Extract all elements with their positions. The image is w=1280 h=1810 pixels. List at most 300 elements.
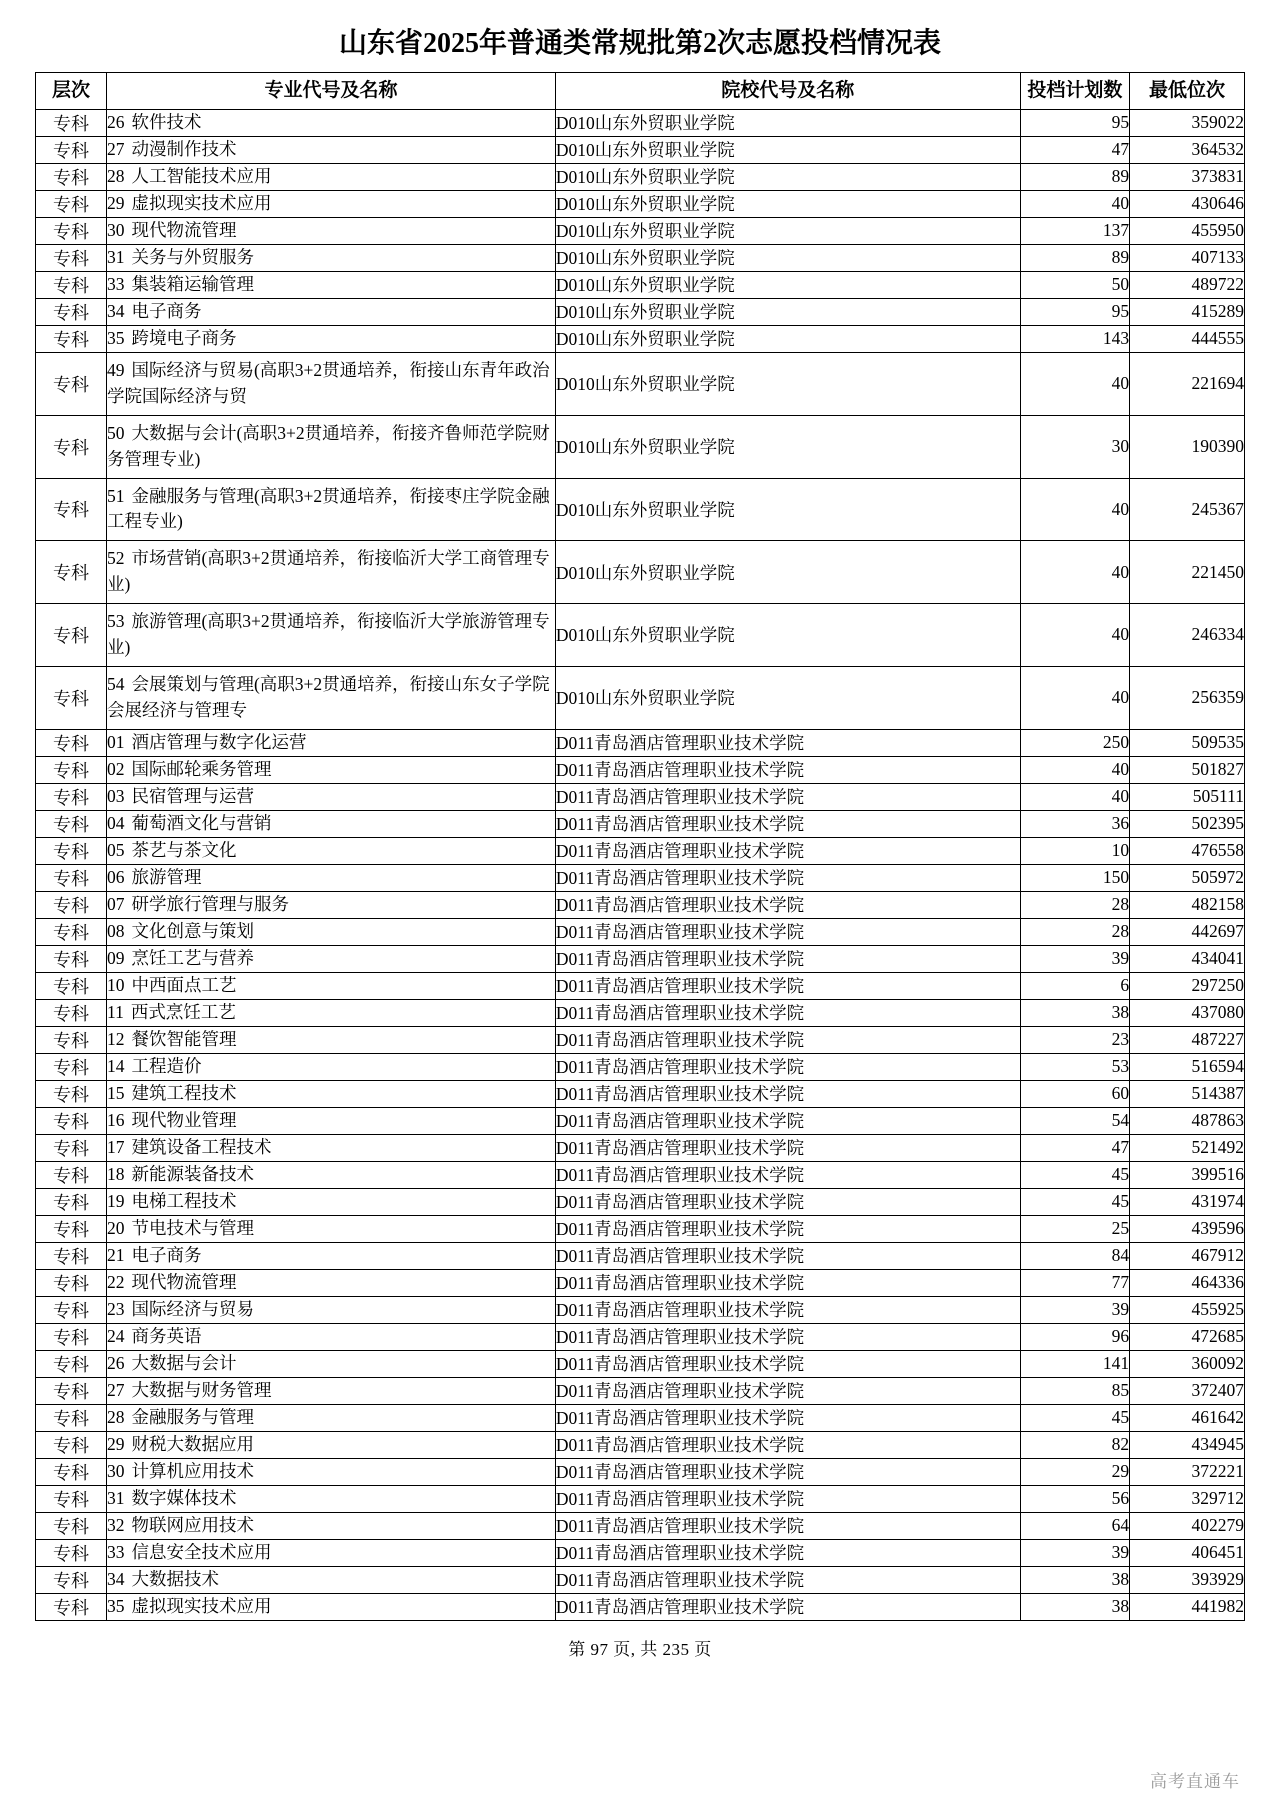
cell-level: 专科 [36, 972, 107, 999]
cell-school: D010山东外贸职业学院 [555, 163, 1020, 190]
cell-major [106, 945, 555, 972]
major-name: 茶艺与茶文化 [131, 839, 237, 860]
major-code: 10 [106, 974, 125, 995]
cell-major [106, 756, 555, 783]
cell-min-rank: 521492 [1130, 1134, 1245, 1161]
cell-school: D010山东外贸职业学院 [555, 244, 1020, 271]
cell-major [106, 271, 555, 298]
cell-level: 专科 [36, 1296, 107, 1323]
cell-min-rank: 487863 [1130, 1107, 1245, 1134]
cell-min-rank: 489722 [1130, 271, 1245, 298]
cell-plan-count: 77 [1020, 1269, 1130, 1296]
cell-min-rank: 245367 [1130, 478, 1245, 541]
cell-school: D010山东外贸职业学院 [555, 478, 1020, 541]
cell-major [106, 190, 555, 217]
cell-school: D011青岛酒店管理职业技术学院 [555, 945, 1020, 972]
major-name: 餐饮智能管理 [131, 1028, 237, 1049]
major-name: 物联网应用技术 [131, 1514, 254, 1535]
major-name: 现代物流管理 [131, 1271, 237, 1292]
table-row [36, 163, 1245, 190]
cell-major [106, 1107, 555, 1134]
cell-school: D011青岛酒店管理职业技术学院 [555, 1350, 1020, 1377]
cell-major [106, 999, 555, 1026]
cell-min-rank: 509535 [1130, 729, 1245, 756]
cell-level: 专科 [36, 1512, 107, 1539]
table-row [36, 298, 1245, 325]
table-row [36, 352, 1245, 415]
cell-major [106, 1512, 555, 1539]
cell-level: 专科 [36, 109, 107, 136]
cell-school: D011青岛酒店管理职业技术学院 [555, 1215, 1020, 1242]
cell-major [106, 1053, 555, 1080]
cell-major [106, 1269, 555, 1296]
cell-school: D010山东外贸职业学院 [555, 604, 1020, 667]
cell-level: 专科 [36, 1566, 107, 1593]
cell-plan-count: 53 [1020, 1053, 1130, 1080]
cell-level: 专科 [36, 415, 107, 478]
cell-school: D011青岛酒店管理职业技术学院 [555, 999, 1020, 1026]
cell-plan-count: 40 [1020, 783, 1130, 810]
table-row [36, 1377, 1245, 1404]
major-code: 34 [106, 300, 125, 321]
cell-plan-count: 25 [1020, 1215, 1130, 1242]
cell-plan-count: 40 [1020, 352, 1130, 415]
major-name: 跨境电子商务 [131, 327, 237, 348]
cell-level: 专科 [36, 541, 107, 604]
cell-plan-count: 40 [1020, 756, 1130, 783]
major-name: 节电技术与管理 [131, 1217, 254, 1238]
cell-major [106, 1404, 555, 1431]
cell-level: 专科 [36, 244, 107, 271]
cell-min-rank: 297250 [1130, 972, 1245, 999]
major-name: 会展策划与管理(高职3+2贯通培养，衔接山东女子学院会展经济与管理专 [106, 673, 550, 720]
major-name: 电子商务 [131, 300, 202, 321]
major-name: 虚拟现实技术应用 [131, 1595, 272, 1616]
major-code: 30 [106, 1460, 125, 1481]
cell-level: 专科 [36, 217, 107, 244]
table-row [36, 945, 1245, 972]
cell-school: D010山东外贸职业学院 [555, 190, 1020, 217]
cell-major [106, 109, 555, 136]
cell-school: D011青岛酒店管理职业技术学院 [555, 1080, 1020, 1107]
cell-major [106, 1485, 555, 1512]
cell-major [106, 837, 555, 864]
cell-level: 专科 [36, 837, 107, 864]
major-name: 国际经济与贸易 [131, 1298, 254, 1319]
cell-major [106, 136, 555, 163]
major-name: 葡萄酒文化与营销 [131, 812, 272, 833]
major-code: 34 [106, 1568, 125, 1589]
cell-school: D011青岛酒店管理职业技术学院 [555, 1431, 1020, 1458]
cell-plan-count: 137 [1020, 217, 1130, 244]
cell-level: 专科 [36, 1593, 107, 1620]
cell-school: D011青岛酒店管理职业技术学院 [555, 972, 1020, 999]
major-code: 33 [106, 273, 125, 294]
cell-school: D011青岛酒店管理职业技术学院 [555, 1161, 1020, 1188]
cell-major [106, 1593, 555, 1620]
cell-school: D011青岛酒店管理职业技术学院 [555, 729, 1020, 756]
table-row [36, 810, 1245, 837]
cell-major [106, 352, 555, 415]
cell-min-rank: 487227 [1130, 1026, 1245, 1053]
table-row [36, 325, 1245, 352]
cell-min-rank: 467912 [1130, 1242, 1245, 1269]
cell-school: D011青岛酒店管理职业技术学院 [555, 1269, 1020, 1296]
cell-plan-count: 28 [1020, 918, 1130, 945]
cell-major [106, 1161, 555, 1188]
major-name: 电梯工程技术 [131, 1190, 237, 1211]
cell-level: 专科 [36, 1188, 107, 1215]
cell-plan-count: 40 [1020, 604, 1130, 667]
cell-level: 专科 [36, 604, 107, 667]
cell-level: 专科 [36, 1026, 107, 1053]
major-name: 工程造价 [131, 1055, 202, 1076]
cell-major [106, 864, 555, 891]
major-name: 现代物业管理 [131, 1109, 237, 1130]
cell-level: 专科 [36, 1107, 107, 1134]
cell-level: 专科 [36, 1323, 107, 1350]
cell-plan-count: 84 [1020, 1242, 1130, 1269]
table-row [36, 190, 1245, 217]
cell-major [106, 604, 555, 667]
major-name: 市场营销(高职3+2贯通培养，衔接临沂大学工商管理专业) [106, 548, 550, 595]
cell-major [106, 1377, 555, 1404]
major-name: 大数据与会计 [131, 1352, 237, 1373]
major-code: 53 [106, 611, 125, 632]
cell-level: 专科 [36, 136, 107, 163]
major-code: 31 [106, 246, 125, 267]
major-code: 16 [106, 1109, 125, 1130]
major-name: 信息安全技术应用 [131, 1541, 272, 1562]
major-name: 计算机应用技术 [131, 1460, 254, 1481]
cell-level: 专科 [36, 1080, 107, 1107]
table-row [36, 666, 1245, 729]
cell-plan-count: 10 [1020, 837, 1130, 864]
major-code: 07 [106, 893, 125, 914]
major-code: 31 [106, 1487, 125, 1508]
page-title: 山东省2025年普通类常规批第2次志愿投档情况表 [338, 28, 941, 59]
cell-school: D011青岛酒店管理职业技术学院 [555, 1242, 1020, 1269]
major-code: 14 [106, 1055, 125, 1076]
cell-level: 专科 [36, 1161, 107, 1188]
major-code: 26 [106, 111, 125, 132]
cell-level: 专科 [36, 1458, 107, 1485]
table-row [36, 972, 1245, 999]
major-name: 软件技术 [131, 111, 202, 132]
table-row [36, 604, 1245, 667]
table-row [36, 1026, 1245, 1053]
cell-major [106, 972, 555, 999]
major-name: 金融服务与管理 [131, 1406, 254, 1427]
cell-major [106, 1323, 555, 1350]
major-name: 虚拟现实技术应用 [131, 192, 272, 213]
table-row [36, 999, 1245, 1026]
cell-min-rank: 190390 [1130, 415, 1245, 478]
cell-min-rank: 442697 [1130, 918, 1245, 945]
cell-school: D010山东外贸职业学院 [555, 325, 1020, 352]
cell-school: D010山东外贸职业学院 [555, 109, 1020, 136]
cell-plan-count: 54 [1020, 1107, 1130, 1134]
major-name: 旅游管理 [131, 866, 202, 887]
major-code: 24 [106, 1325, 125, 1346]
major-code: 23 [106, 1298, 125, 1319]
cell-level: 专科 [36, 729, 107, 756]
major-name: 大数据与财务管理 [131, 1379, 272, 1400]
major-code: 49 [106, 359, 125, 380]
cell-level: 专科 [36, 945, 107, 972]
cell-major [106, 1134, 555, 1161]
cell-min-rank: 360092 [1130, 1350, 1245, 1377]
cell-min-rank: 431974 [1130, 1188, 1245, 1215]
column-header-rank: 最低位次 [1130, 73, 1245, 110]
cell-min-rank: 399516 [1130, 1161, 1245, 1188]
cell-level: 专科 [36, 478, 107, 541]
cell-min-rank: 221694 [1130, 352, 1245, 415]
major-name: 旅游管理(高职3+2贯通培养，衔接临沂大学旅游管理专业) [106, 611, 550, 657]
cell-plan-count: 89 [1020, 163, 1130, 190]
cell-min-rank: 464336 [1130, 1269, 1245, 1296]
cell-plan-count: 85 [1020, 1377, 1130, 1404]
cell-major [106, 478, 555, 541]
major-code: 50 [106, 422, 125, 443]
cell-level: 专科 [36, 298, 107, 325]
major-code: 05 [106, 839, 125, 860]
cell-plan-count: 45 [1020, 1161, 1130, 1188]
cell-major [106, 1188, 555, 1215]
major-code: 19 [106, 1190, 125, 1211]
cell-major [106, 244, 555, 271]
cell-school: D011青岛酒店管理职业技术学院 [555, 810, 1020, 837]
major-code: 29 [106, 192, 125, 213]
cell-major [106, 1296, 555, 1323]
major-name: 大数据技术 [131, 1568, 219, 1589]
cell-min-rank: 434041 [1130, 945, 1245, 972]
table-row [36, 415, 1245, 478]
major-name: 文化创意与策划 [131, 920, 254, 941]
cell-plan-count: 39 [1020, 1296, 1130, 1323]
cell-school: D010山东外贸职业学院 [555, 352, 1020, 415]
cell-plan-count: 38 [1020, 1566, 1130, 1593]
cell-min-rank: 221450 [1130, 541, 1245, 604]
cell-school: D011青岛酒店管理职业技术学院 [555, 1377, 1020, 1404]
table-row [36, 217, 1245, 244]
cell-major [106, 891, 555, 918]
major-code: 20 [106, 1217, 125, 1238]
cell-plan-count: 82 [1020, 1431, 1130, 1458]
cell-school: D011青岛酒店管理职业技术学院 [555, 1134, 1020, 1161]
cell-min-rank: 437080 [1130, 999, 1245, 1026]
cell-level: 专科 [36, 271, 107, 298]
cell-plan-count: 39 [1020, 945, 1130, 972]
cell-min-rank: 439596 [1130, 1215, 1245, 1242]
cell-level: 专科 [36, 666, 107, 729]
cell-major [106, 783, 555, 810]
cell-min-rank: 364532 [1130, 136, 1245, 163]
major-code: 22 [106, 1271, 125, 1292]
cell-plan-count: 141 [1020, 1350, 1130, 1377]
cell-level: 专科 [36, 783, 107, 810]
cell-plan-count: 23 [1020, 1026, 1130, 1053]
cell-min-rank: 502395 [1130, 810, 1245, 837]
cell-school: D011青岛酒店管理职业技术学院 [555, 837, 1020, 864]
column-header-plan: 投档计划数 [1020, 73, 1130, 110]
cell-min-rank: 407133 [1130, 244, 1245, 271]
cell-major [106, 810, 555, 837]
table-row [36, 1458, 1245, 1485]
major-name: 国际经济与贸易(高职3+2贯通培养，衔接山东青年政治学院国际经济与贸 [106, 359, 550, 406]
cell-school: D011青岛酒店管理职业技术学院 [555, 783, 1020, 810]
cell-plan-count: 30 [1020, 415, 1130, 478]
table-row [36, 1323, 1245, 1350]
table-row [36, 1350, 1245, 1377]
cell-plan-count: 36 [1020, 810, 1130, 837]
major-name: 关务与外贸服务 [131, 246, 254, 267]
cell-plan-count: 96 [1020, 1323, 1130, 1350]
major-name: 动漫制作技术 [131, 138, 237, 159]
table-row [36, 1485, 1245, 1512]
table-row [36, 1296, 1245, 1323]
major-name: 电子商务 [131, 1244, 202, 1265]
cell-plan-count: 250 [1020, 729, 1130, 756]
cell-plan-count: 39 [1020, 1539, 1130, 1566]
cell-level: 专科 [36, 1485, 107, 1512]
table-row [36, 1161, 1245, 1188]
major-code: 03 [106, 785, 125, 806]
table-row [36, 1566, 1245, 1593]
cell-level: 专科 [36, 1242, 107, 1269]
major-name: 大数据与会计(高职3+2贯通培养，衔接齐鲁师范学院财务管理专业) [106, 422, 550, 469]
cell-major [106, 1566, 555, 1593]
cell-level: 专科 [36, 810, 107, 837]
cell-level: 专科 [36, 1404, 107, 1431]
cell-school: D010山东外贸职业学院 [555, 666, 1020, 729]
cell-min-rank: 359022 [1130, 109, 1245, 136]
cell-min-rank: 246334 [1130, 604, 1245, 667]
cell-level: 专科 [36, 1377, 107, 1404]
cell-plan-count: 143 [1020, 325, 1130, 352]
table-row [36, 1539, 1245, 1566]
major-code: 11 [106, 1001, 124, 1022]
cell-min-rank: 472685 [1130, 1323, 1245, 1350]
major-name: 中西面点工艺 [131, 974, 237, 995]
cell-plan-count: 50 [1020, 271, 1130, 298]
cell-school: D011青岛酒店管理职业技术学院 [555, 918, 1020, 945]
cell-plan-count: 56 [1020, 1485, 1130, 1512]
cell-plan-count: 29 [1020, 1458, 1130, 1485]
cell-min-rank: 501827 [1130, 756, 1245, 783]
cell-plan-count: 64 [1020, 1512, 1130, 1539]
major-code: 15 [106, 1082, 125, 1103]
major-code: 33 [106, 1541, 125, 1562]
cell-min-rank: 505972 [1130, 864, 1245, 891]
cell-plan-count: 6 [1020, 972, 1130, 999]
table-row [36, 1269, 1245, 1296]
cell-level: 专科 [36, 1431, 107, 1458]
table-row [36, 541, 1245, 604]
cell-school: D010山东外贸职业学院 [555, 298, 1020, 325]
major-code: 01 [106, 731, 125, 752]
major-code: 35 [106, 327, 125, 348]
cell-major [106, 1458, 555, 1485]
table-row [36, 1134, 1245, 1161]
cell-min-rank: 415289 [1130, 298, 1245, 325]
major-code: 02 [106, 758, 125, 779]
cell-min-rank: 434945 [1130, 1431, 1245, 1458]
cell-major [106, 666, 555, 729]
major-code: 09 [106, 947, 125, 968]
cell-level: 专科 [36, 190, 107, 217]
major-code: 27 [106, 138, 125, 159]
cell-level: 专科 [36, 1215, 107, 1242]
cell-plan-count: 38 [1020, 1593, 1130, 1620]
cell-min-rank: 329712 [1130, 1485, 1245, 1512]
table-row [36, 1080, 1245, 1107]
cell-plan-count: 40 [1020, 478, 1130, 541]
cell-plan-count: 40 [1020, 666, 1130, 729]
cell-school: D011青岛酒店管理职业技术学院 [555, 756, 1020, 783]
cell-min-rank: 455925 [1130, 1296, 1245, 1323]
major-name: 集装箱运输管理 [131, 273, 254, 294]
cell-school: D011青岛酒店管理职业技术学院 [555, 1053, 1020, 1080]
cell-major [106, 1026, 555, 1053]
admission-table [35, 72, 1245, 1620]
cell-min-rank: 393929 [1130, 1566, 1245, 1593]
cell-school: D011青岛酒店管理职业技术学院 [555, 1188, 1020, 1215]
cell-level: 专科 [36, 163, 107, 190]
cell-plan-count: 95 [1020, 109, 1130, 136]
cell-school: D010山东外贸职业学院 [555, 415, 1020, 478]
cell-level: 专科 [36, 1350, 107, 1377]
cell-major [106, 325, 555, 352]
cell-level: 专科 [36, 756, 107, 783]
cell-major [106, 217, 555, 244]
major-name: 新能源装备技术 [131, 1163, 254, 1184]
major-code: 30 [106, 219, 125, 240]
major-code: 52 [106, 548, 125, 569]
cell-major [106, 729, 555, 756]
major-code: 18 [106, 1163, 125, 1184]
cell-min-rank: 514387 [1130, 1080, 1245, 1107]
cell-level: 专科 [36, 1053, 107, 1080]
major-name: 烹饪工艺与营养 [131, 947, 254, 968]
major-code: 27 [106, 1379, 125, 1400]
major-name: 金融服务与管理(高职3+2贯通培养，衔接枣庄学院金融工程专业) [106, 485, 550, 532]
cell-plan-count: 47 [1020, 136, 1130, 163]
major-code: 08 [106, 920, 125, 941]
cell-school: D011青岛酒店管理职业技术学院 [555, 1566, 1020, 1593]
cell-major [106, 163, 555, 190]
cell-school: D011青岛酒店管理职业技术学院 [555, 1539, 1020, 1566]
major-code: 32 [106, 1514, 125, 1535]
table-row [36, 109, 1245, 136]
table-row [36, 1512, 1245, 1539]
cell-school: D011青岛酒店管理职业技术学院 [555, 1485, 1020, 1512]
cell-min-rank: 441982 [1130, 1593, 1245, 1620]
major-name: 建筑工程技术 [131, 1082, 237, 1103]
table-body [36, 109, 1245, 1620]
major-code: 29 [106, 1433, 125, 1454]
cell-min-rank: 402279 [1130, 1512, 1245, 1539]
cell-major [106, 1539, 555, 1566]
cell-school: D011青岛酒店管理职业技术学院 [555, 1593, 1020, 1620]
cell-level: 专科 [36, 325, 107, 352]
major-code: 12 [106, 1028, 125, 1049]
major-code: 28 [106, 1406, 125, 1427]
cell-school: D010山东外贸职业学院 [555, 541, 1020, 604]
cell-major [106, 1215, 555, 1242]
cell-major [106, 1080, 555, 1107]
table-row [36, 1188, 1245, 1215]
